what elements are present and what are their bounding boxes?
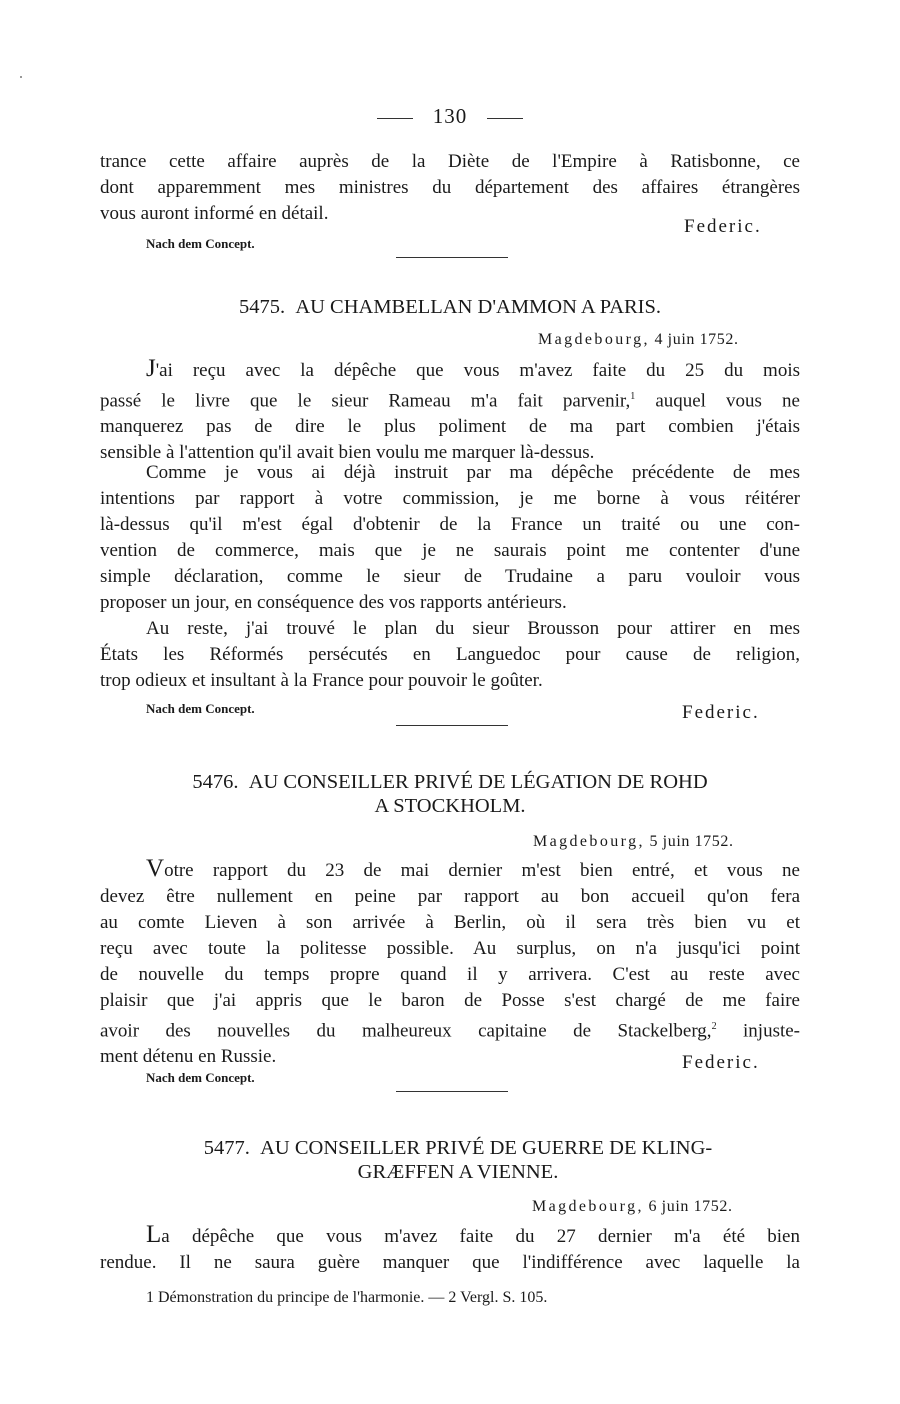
text-fragment: 'ai reçu avec la dépêche que vous m'avez faite du 25 du mois bbox=[155, 360, 800, 381]
section-divider bbox=[396, 1091, 508, 1092]
letter-title: AU CONSEILLER PRIVÉ DE GUERRE DE KLING- bbox=[260, 1137, 713, 1159]
letter-body-5475-p1 bbox=[100, 356, 800, 466]
text-line: vention de commerce, mais que je ne saurais point me contenter d'une bbox=[100, 540, 800, 561]
text-line bbox=[100, 356, 800, 384]
text-line: là-dessus qu'il m'est égal d'obtenir de la France un traité ou une con- bbox=[100, 514, 800, 535]
page-number bbox=[0, 104, 900, 129]
letter-heading-5477 bbox=[118, 1136, 798, 1184]
text-line: Comme je vous ai déjà instruit par ma dépêche précédente de mes bbox=[146, 462, 800, 483]
text-line: intentions par rapport à votre commission, je me borne à vous réitérer bbox=[100, 488, 800, 509]
letter-body-5475-p2 bbox=[100, 460, 800, 616]
text-line: devez être nullement en peine par rapport au bon accueil qu'on fera bbox=[100, 886, 800, 907]
dateline-5476 bbox=[533, 833, 734, 851]
footnote-ref: 1 bbox=[630, 391, 636, 402]
dateline-date: 4 juin 1752. bbox=[654, 331, 739, 348]
letter-number: 5477. bbox=[203, 1137, 250, 1159]
heading-line bbox=[100, 295, 800, 319]
heading-line: A STOCKHOLM. bbox=[374, 795, 526, 817]
text-fragment: avoir des nouvelles du malheureux capitaine de Stackelberg, bbox=[100, 1020, 712, 1042]
source-note: Nach dem Concept. bbox=[146, 701, 255, 716]
letter-heading-5475 bbox=[100, 295, 800, 319]
text-line bbox=[100, 856, 800, 884]
text-line: sensible à l'attention qu'il avait bien voulu me marquer là-dessus. bbox=[100, 442, 595, 464]
text-line bbox=[100, 1014, 800, 1044]
text-line: de nouvelle du temps propre quand il y arrivera. C'est au reste avec bbox=[100, 964, 800, 985]
text-line: dont apparemment mes ministres du département des affaires étrangères bbox=[100, 177, 800, 198]
letter-title: AU CHAMBELLAN D'AMMON A PARIS. bbox=[295, 296, 662, 318]
page-number-text: 130 bbox=[432, 104, 468, 128]
letter-number: 5476. bbox=[192, 771, 239, 793]
text-line: manquerez pas de dire le plus poliment de ma part combien j'étais bbox=[100, 416, 800, 438]
letter-body-5477-p1 bbox=[100, 1222, 800, 1276]
text-line: plaisir que j'ai appris que le baron de Posse s'est chargé de me faire bbox=[100, 990, 800, 1011]
dateline-place: Magdebourg, bbox=[532, 1198, 644, 1215]
footnote-ref: 2 bbox=[711, 1021, 717, 1032]
margin-speck bbox=[20, 76, 22, 78]
heading-line: GRÆFFEN A VIENNE. bbox=[357, 1161, 559, 1183]
dateline-date: 6 juin 1752. bbox=[648, 1198, 733, 1215]
dateline-place: Magdebourg, bbox=[533, 833, 645, 850]
text-fragment: passé le livre que le sieur Rameau m'a fait parvenir, bbox=[100, 390, 631, 412]
text-line: rendue. Il ne saura guère manquer que l'indifférence avec laquelle la bbox=[100, 1252, 800, 1273]
source-note: Nach dem Concept. bbox=[146, 1070, 255, 1085]
text-fragment: otre rapport du 23 de mai dernier m'est bien entré, et vous ne bbox=[164, 860, 800, 881]
text-line bbox=[100, 384, 800, 414]
letter-body-5476-p1 bbox=[100, 856, 800, 1070]
page-number-dash-left bbox=[377, 118, 413, 119]
section-divider bbox=[396, 725, 508, 726]
initial-letter: J bbox=[146, 355, 156, 382]
dateline-place: Magdebourg, bbox=[538, 331, 650, 348]
section-divider bbox=[396, 257, 508, 258]
text-line: vous auront informé en détail. bbox=[100, 203, 329, 224]
signature: Federic. bbox=[684, 216, 762, 237]
letter-body-5475-p3 bbox=[100, 616, 800, 694]
signature: Federic. bbox=[682, 702, 760, 723]
source-note: Nach dem Concept. bbox=[146, 236, 255, 251]
text-line: trop odieux et insultant à la France pour pouvoir le goûter. bbox=[100, 670, 543, 691]
dateline-5477 bbox=[532, 1198, 733, 1216]
dateline-5475 bbox=[538, 331, 739, 349]
text-line: au comte Lieven à son arrivée à Berlin, où il sera très bien vu et bbox=[100, 912, 800, 933]
letter-title: AU CONSEILLER PRIVÉ DE LÉGATION DE ROHD bbox=[248, 771, 708, 793]
heading-line bbox=[110, 770, 790, 794]
text-line: reçu avec toute la politesse possible. Au surplus, on n'a jusqu'ici point bbox=[100, 938, 800, 959]
text-line: proposer un jour, en conséquence des vos rapports antérieurs. bbox=[100, 592, 567, 613]
text-fragment: a dépêche que vous m'avez faite du 27 dernier m'a été bien bbox=[161, 1226, 800, 1247]
initial-letter: L bbox=[146, 1221, 162, 1248]
heading-line bbox=[118, 1136, 798, 1160]
footnotes: 1 Démonstration du principe de l'harmonie. — 2 Vergl. S. 105. bbox=[146, 1289, 548, 1306]
page-number-dash-right bbox=[487, 118, 523, 119]
text-line: ment détenu en Russie. bbox=[100, 1046, 277, 1068]
text-line: États les Réformés persécutés en Languedoc pour cause de religion, bbox=[100, 644, 800, 665]
signature: Federic. bbox=[682, 1052, 760, 1073]
dateline-date: 5 juin 1752. bbox=[649, 833, 734, 850]
letter-heading-5476 bbox=[110, 770, 790, 818]
text-fragment: injuste- bbox=[743, 1020, 801, 1042]
initial-letter: V bbox=[146, 855, 165, 882]
text-line: trance cette affaire auprès de la Diète de l'Empire à Ratisbonne, ce bbox=[100, 151, 800, 172]
text-line bbox=[100, 1222, 800, 1250]
letter-number: 5475. bbox=[238, 296, 286, 318]
text-fragment: auquel vous ne bbox=[655, 390, 800, 412]
text-line: Au reste, j'ai trouvé le plan du sieur Brousson pour attirer en mes bbox=[146, 618, 800, 639]
text-line: simple déclaration, comme le sieur de Trudaine a paru vouloir vous bbox=[100, 566, 800, 587]
